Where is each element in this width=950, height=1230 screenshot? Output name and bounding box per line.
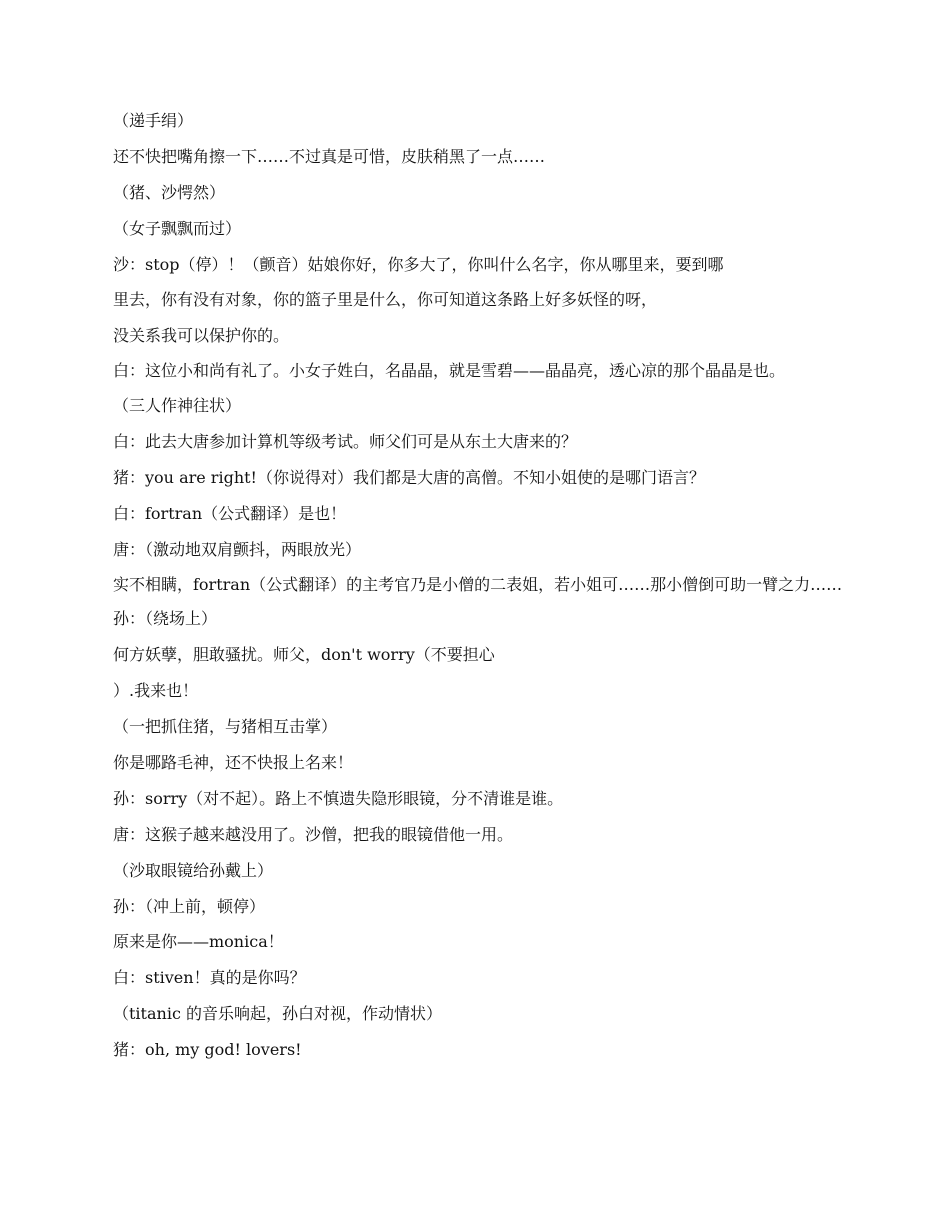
dialogue-line: 何方妖孽，胆敢骚扰。师父，don't worry（不要担心 xyxy=(113,645,495,665)
dialogue-line: 里去，你有没有对象，你的篮子里是什么，你可知道这条路上好多妖怪的呀， xyxy=(113,290,658,310)
dialogue-line: 猪：oh, my god! lovers! xyxy=(113,1040,302,1060)
dialogue-line: 白：这位小和尚有礼了。小女子姓白，名晶晶，就是雪碧——晶晶亮，透心凉的那个晶晶是也。 xyxy=(113,361,786,381)
stage-direction: （女子飘飘而过） xyxy=(113,218,242,238)
dialogue-line: 没关系我可以保护你的。 xyxy=(113,326,290,346)
stage-direction: （沙取眼镜给孙戴上） xyxy=(113,860,274,880)
stage-direction: （一把抓住猪，与猪相互击掌） xyxy=(113,717,338,737)
stage-direction: （递手绢） xyxy=(113,111,194,130)
dialogue-line: 孙：（冲上前，顿停） xyxy=(113,896,266,916)
dialogue-line: ）.我来也！ xyxy=(113,681,199,701)
stage-direction: （titanic 的音乐响起，孙白对视，作动情状） xyxy=(113,1004,442,1024)
dialogue-line: 原来是你——monica！ xyxy=(113,932,284,952)
dialogue-line: 猪：you are right!（你说得对）我们都是大唐的高僧。不知小姐使的是哪门语言？ xyxy=(113,467,705,487)
dialogue-line: 孙：（绕场上） xyxy=(113,609,218,629)
stage-direction: （猪、沙愕然） xyxy=(113,182,226,202)
dialogue-line: 唐：这猴子越来越没用了。沙僧，把我的眼镜借他一用。 xyxy=(113,824,514,844)
dialogue-line: 唐：（激动地双肩颤抖，两眼放光） xyxy=(113,539,362,559)
dialogue-line: 沙：stop（停）！（颤音）姑娘你好，你多大了，你叫什么名字，你从哪里来，要到哪 xyxy=(113,254,724,274)
dialogue-line: 实不相瞒，fortran（公式翻译）的主考官乃是小僧的二表姐，若小姐可……那小僧倒可助一臂之力…… xyxy=(113,574,843,594)
dialogue-line: 白：stiven！真的是你吗？ xyxy=(113,968,306,988)
dialogue-line: 白：fortran（公式翻译）是也！ xyxy=(113,503,347,523)
dialogue-line: 你是哪路毛神，还不快报上名来！ xyxy=(113,753,354,773)
stage-direction: （三人作神往状） xyxy=(113,396,242,416)
dialogue-line: 白：此去大唐参加计算机等级考试。师父们可是从东土大唐来的？ xyxy=(113,432,578,452)
document-body xyxy=(113,110,843,1075)
dialogue-line: 孙：sorry（对不起）。路上不慎遗失隐形眼镜，分不清谁是谁。 xyxy=(113,788,564,808)
dialogue-line: 还不快把嘴角擦一下……不过真是可惜，皮肤稍黑了一点…… xyxy=(113,146,546,166)
